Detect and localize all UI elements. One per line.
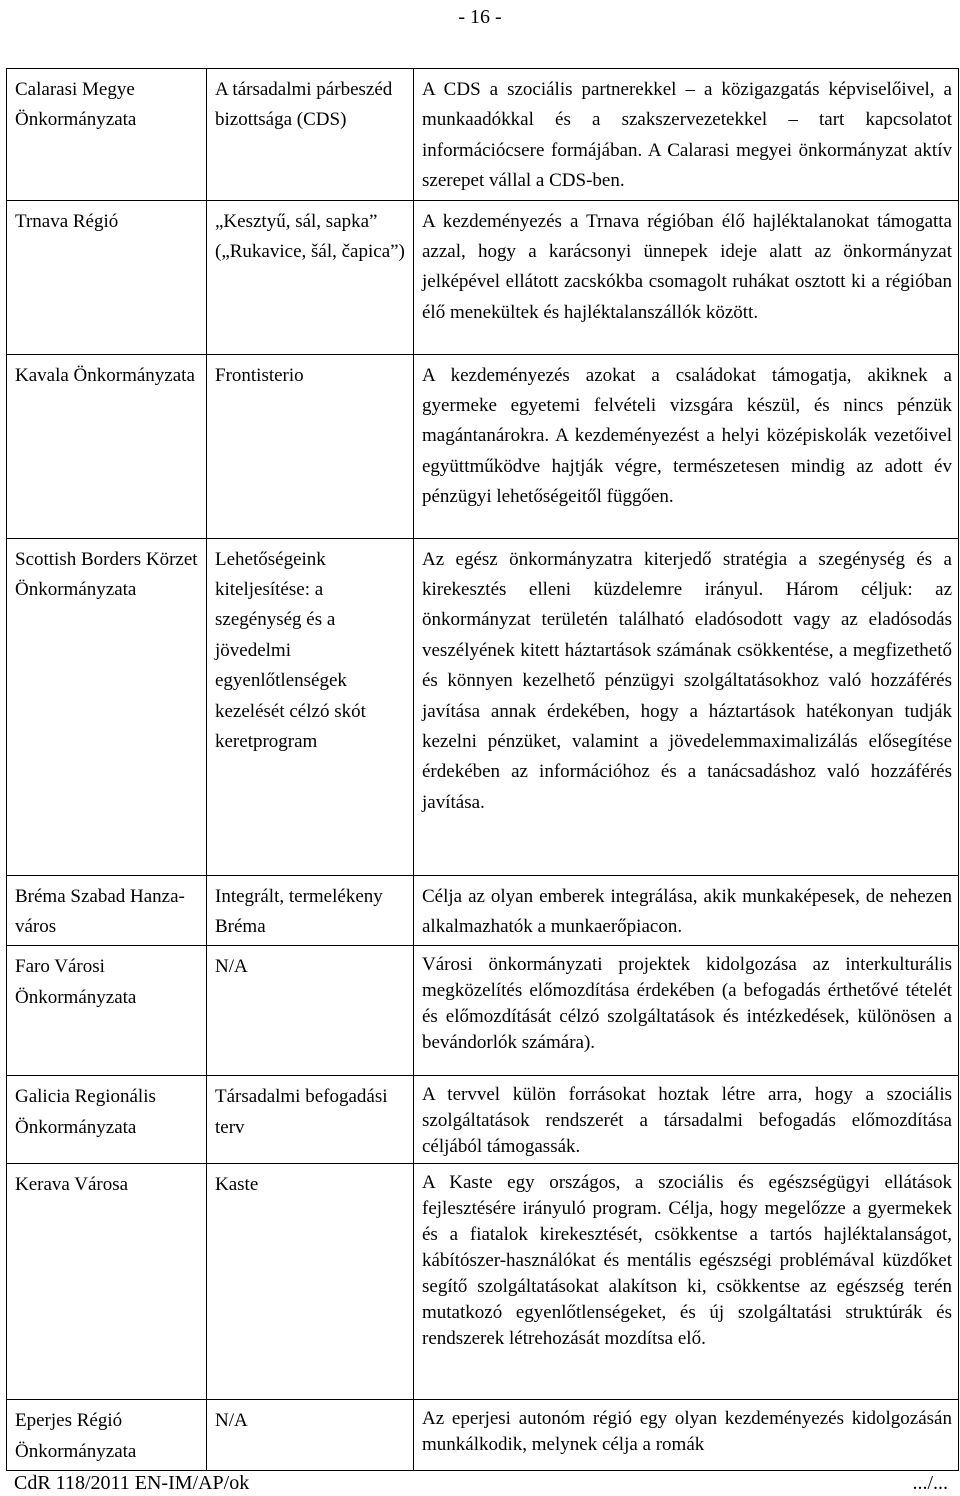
table-row — [7, 946, 959, 1076]
table-row — [7, 1164, 959, 1400]
description-cell: Célja az olyan emberek integrálása, akik munkaképesek, de nehezen alkalmazhatók a munkaerőpiacon. — [414, 875, 959, 946]
document-reference: CdR 118/2011 EN-IM/AP/ok — [14, 1472, 250, 1494]
organization-cell: Scottish Borders Körzet Önkormányzata — [7, 538, 207, 875]
organization-cell: Kavala Önkormányzata — [7, 354, 207, 538]
organization-cell: Bréma Szabad Hanza-város — [7, 875, 207, 946]
initiative-cell: „Kesztyű, sál, sapka” („Rukavice, šál, čapica”) — [207, 200, 414, 354]
description-cell: A kezdeményezés a Trnava régióban élő hajléktalanokat támogatta azzal, hogy a karácsonyi ünnepek ideje alatt az önkormányzat jelképével ellátott zacskókba csomagolt ruhákat osztott ki a régióban élő menekültek és hajléktalanszállók között. — [414, 200, 959, 354]
page-number: - 16 - — [458, 6, 502, 28]
initiative-cell: Integrált, termelékeny Bréma — [207, 875, 414, 946]
table-row — [7, 875, 959, 946]
continuation-marker: .../... — [912, 1472, 948, 1494]
organization-cell: Kerava Városa — [7, 1164, 207, 1400]
description-cell: A Kaste egy országos, a szociális és egészségügyi ellátások fejlesztésére irányuló program. Célja, hogy megelőzze a gyermekek és a fiatalok kirekesztését, csökkentse a tartós hajléktalanságot, kábítószer-használókat és mentális egészségi problémával küzdőket segítő szolgáltatásokat alakítson ki, csökkentse az egészség terén mutatkozó egyenlőtlenségeket, és új szolgáltatási struktúrák és rendszerek létrehozását mozdítsa elő. — [414, 1164, 959, 1400]
organization-cell: Eperjes Régió Önkormányzata — [7, 1400, 207, 1471]
description-cell: A CDS a szociális partnerekkel – a közigazgatás képviselőivel, a munkaadókkal és a szakszervezetekkel – tart kapcsolatot információcsere formájában. A Calarasi megyei önkormányzat aktív szerepet vállal a CDS-ben. — [414, 69, 959, 201]
page-footer — [14, 1470, 948, 1496]
initiative-cell: Társadalmi befogadási terv — [207, 1076, 414, 1164]
table-row — [7, 200, 959, 354]
description-cell: Városi önkormányzati projektek kidolgozása az interkulturális megközelítés előmozdítása érdekében (a befogadás érthetővé tételét és előmozdítását célzó szolgáltatások és intézkedések, különösen a bevándorlók számára). — [414, 946, 959, 1076]
initiative-cell: Kaste — [207, 1164, 414, 1400]
initiative-cell: N/A — [207, 946, 414, 1076]
table-row — [7, 538, 959, 875]
description-cell: A tervvel külön forrásokat hoztak létre arra, hogy a szociális szolgáltatások rendszerét a társadalmi befogadás előmozdítása céljából támogassák. — [414, 1076, 959, 1164]
initiative-cell: N/A — [207, 1400, 414, 1471]
initiative-cell: A társadalmi párbeszéd bizottsága (CDS) — [207, 69, 414, 201]
table-row — [7, 1076, 959, 1164]
initiative-cell: Frontisterio — [207, 354, 414, 538]
table-row — [7, 1400, 959, 1471]
description-cell: A kezdeményezés azokat a családokat támogatja, akiknek a gyermeke egyetemi felvételi vizsgára készül, és nincs pénzük magántanárokra. A kezdeményezést a helyi középiskolák vezetőivel együttműködve hajtják végre, természetesen mindig az adott év pénzügyi lehetőségeitől függően. — [414, 354, 959, 538]
organization-cell: Calarasi Megye Önkormányzata — [7, 69, 207, 201]
description-cell: Az eperjesi autonóm régió egy olyan kezdeményezés kidolgozásán munkálkodik, melynek célja a romák — [414, 1400, 959, 1471]
initiative-cell: Lehetőségeink kiteljesítése: a szegénység és a jövedelmi egyenlőtlenségek kezelését célzó skót keretprogram — [207, 538, 414, 875]
description-cell: Az egész önkormányzatra kiterjedő stratégia a szegénység és a kirekesztés elleni küzdelemre irányul. Három céljuk: az önkormányzat területén található eladósodott vagy az eladósodás veszélyének kitett háztartások számának csökkentése, a megfizethető és könnyen kezelhető pénzügyi szolgáltatásokhoz való hozzáférés javítása annak érdekében, hogy a háztartások hatékonyan tudják kezelni pénzüket, valamint a jövedelemmaximalizálás elősegítése érdekében az információhoz és a tanácsadáshoz való hozzáférés javítása. — [414, 538, 959, 875]
table-row — [7, 69, 959, 201]
organization-cell: Faro Városi Önkormányzata — [7, 946, 207, 1076]
organization-cell: Galicia Regionális Önkormányzata — [7, 1076, 207, 1164]
organization-cell: Trnava Régió — [7, 200, 207, 354]
initiatives-table — [6, 68, 959, 1471]
table-row — [7, 354, 959, 538]
